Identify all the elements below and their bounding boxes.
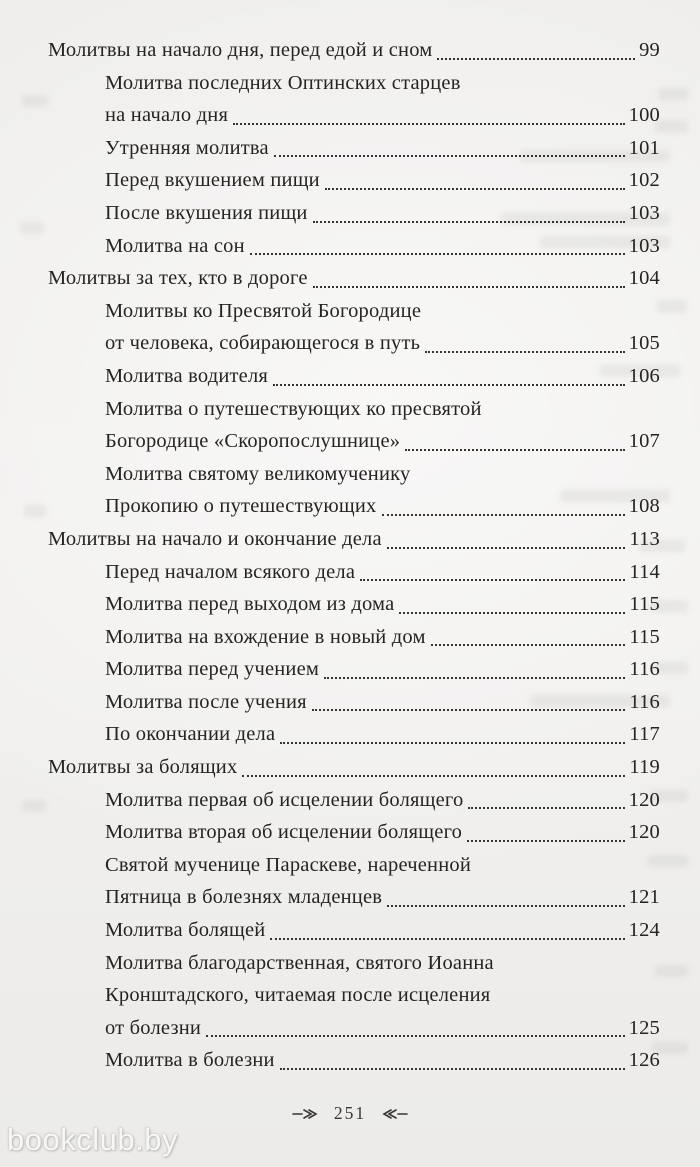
bleedthrough-smudge [24,505,46,517]
toc-dot-leader [268,360,629,393]
toc-entry-text: Святой мученице Параскеве, нареченной [105,853,471,876]
toc-entry-text: от человека, собирающегося в путь [105,332,421,355]
toc-dot-leader [490,979,660,1012]
toc-entry-text: Молитвы за тех, кто в дороге [48,267,308,290]
toc-dot-leader [308,197,629,230]
toc-page-number: 120 [628,821,660,844]
toc-row [48,34,660,67]
toc-entry-text: Богородице «Скоропослушнице» [105,430,401,453]
toc-row [48,393,660,426]
toc-entry-text: Молитва на вхождение в новый дом [105,625,426,648]
toc-page-number: 116 [629,658,660,681]
toc-page-number: 125 [628,1016,660,1039]
toc-dot-leader [275,1044,629,1077]
toc-entry-text: После вкушения пищи [105,201,308,224]
toc-page-number: 103 [628,234,660,257]
toc-row [48,458,660,491]
toc-row [48,588,660,621]
toc-row [48,653,660,686]
toc-entry-text: Кронштадского, читаемая после исцеления [105,984,491,1007]
toc-entry-text: Пятница в болезнях младенцев [105,886,383,909]
toc-dot-leader [307,686,630,719]
toc-page-number: 106 [628,364,660,387]
toc-page-number: 126 [628,1049,660,1072]
toc-page-number: 117 [629,723,660,746]
toc-row [48,262,660,295]
toc-page-number: 100 [628,104,660,127]
toc-dot-leader [308,262,629,295]
toc-dot-leader [382,523,630,556]
toc-dot-leader [275,718,629,751]
toc-row [48,686,660,719]
toc-dot-leader [461,67,660,100]
toc-row [48,327,660,360]
toc-page-number: 103 [628,201,660,224]
toc-dot-leader [420,327,628,360]
toc-dot-leader [432,34,639,67]
toc-dot-leader [245,230,629,263]
toc-row [48,99,660,132]
toc-entry-text: Молитва вторая об исцелении болящего [105,821,463,844]
toc-entry-text: Молитва перед выходом из дома [105,593,395,616]
toc-row [48,1044,660,1077]
toc-dot-leader [201,1012,629,1045]
toc-row [48,490,660,523]
toc-row [48,979,660,1012]
toc-dot-leader [355,556,629,589]
toc-dot-leader [471,849,660,882]
toc-row [48,67,660,100]
toc-row [48,718,660,751]
toc-row [48,164,660,197]
toc-row [48,360,660,393]
toc-page-number: 116 [629,690,660,713]
bleedthrough-smudge [657,300,687,313]
toc-entry-text: Молитва водителя [105,364,269,387]
toc-entry-text: Прокопию о путешествующих [105,495,377,518]
toc-entry-text: Молитва на сон [105,234,245,257]
toc-page-number: 115 [629,625,660,648]
toc-page-number: 121 [628,886,660,909]
toc-entry-text: Молитва в болезни [105,1049,275,1072]
toc-row [48,230,660,263]
toc-page-number: 113 [629,527,660,550]
toc-entry-text: Молитвы на начало и окончание дела [48,527,382,550]
toc-entry-text: Молитва благодарственная, святого Иоанна [105,951,494,974]
page-footer [0,1103,700,1124]
toc-dot-leader [237,751,629,784]
footer-ornament-left-icon [292,1108,318,1120]
toc-dot-leader [382,881,628,914]
toc-page-number: 99 [639,39,660,61]
toc-dot-leader [463,784,628,817]
toc-row [48,784,660,817]
toc-entry-text: Молитва святому великомученику [105,462,411,485]
toc-entry-text: Молитвы ко Пресвятой Богородице [105,299,422,322]
toc-dot-leader [482,393,660,426]
toc-page-number: 119 [629,756,660,779]
toc-row [48,849,660,882]
toc-page-number: 108 [628,495,660,518]
toc-row [48,556,660,589]
toc-entry-text: Молитва о путешествующих ко пресвятой [105,397,482,420]
toc-dot-leader [269,132,629,165]
toc-row [48,816,660,849]
toc-entry-text: Молитвы на начало дня, перед едой и сном [48,39,433,61]
toc-entry-text: Молитва после учения [105,690,307,713]
toc-dot-leader [320,164,629,197]
toc-entry-text: Молитва первая об исцелении болящего [105,788,464,811]
bleedthrough-smudge [20,222,44,234]
toc-dot-leader [228,99,629,132]
toc-row [48,295,660,328]
toc-row [48,197,660,230]
toc-entry-text: Утренняя молитва [105,136,269,159]
toc-entry-text: Молитва последних Оптинских старцев [105,71,461,94]
toc-row [48,751,660,784]
toc-page-number: 107 [628,430,660,453]
toc-dot-leader [421,295,660,328]
toc-list [48,34,660,1077]
bleedthrough-smudge [22,800,46,812]
toc-entry-text: По окончании дела [105,723,276,746]
toc-page-number: 101 [628,136,660,159]
toc-page-number: 114 [629,560,660,583]
toc-row [48,621,660,654]
toc-row [48,425,660,458]
toc-page-number: 104 [628,267,660,290]
toc-page-number: 105 [628,332,660,355]
bleedthrough-smudge [658,88,688,101]
toc-page-number: 124 [628,919,660,942]
toc-entry-text: на начало дня [105,104,229,127]
toc-row [48,1012,660,1045]
toc-entry-text: Перед началом всякого дела [105,560,356,583]
toc-entry-text: от болезни [105,1016,202,1039]
toc-dot-leader [394,588,629,621]
toc-page-number: 120 [628,788,660,811]
toc-dot-leader [319,653,629,686]
toc-row [48,914,660,947]
toc-row [48,132,660,165]
footer-page-number: 251 [333,1103,367,1123]
toc-page-number: 115 [629,593,660,616]
watermark-text: bookclub.by [7,1122,178,1157]
toc-dot-leader [377,490,629,523]
toc-entry-text: Молитва болящей [105,919,266,942]
toc-dot-leader [265,914,628,947]
toc-row [48,947,660,980]
footer-ornament-right-icon [382,1108,408,1120]
toc-dot-leader [400,425,628,458]
toc-dot-leader [410,458,660,491]
toc-dot-leader [494,947,660,980]
toc-dot-leader [462,816,629,849]
toc-dot-leader [426,621,630,654]
toc-entry-text: Молитвы за болящих [48,756,238,779]
toc-page-number: 102 [628,169,660,192]
bleedthrough-smudge [22,95,48,107]
toc-row [48,523,660,556]
toc-row [48,881,660,914]
toc-entry-text: Молитва перед учением [105,658,320,681]
toc-entry-text: Перед вкушением пищи [105,169,320,192]
